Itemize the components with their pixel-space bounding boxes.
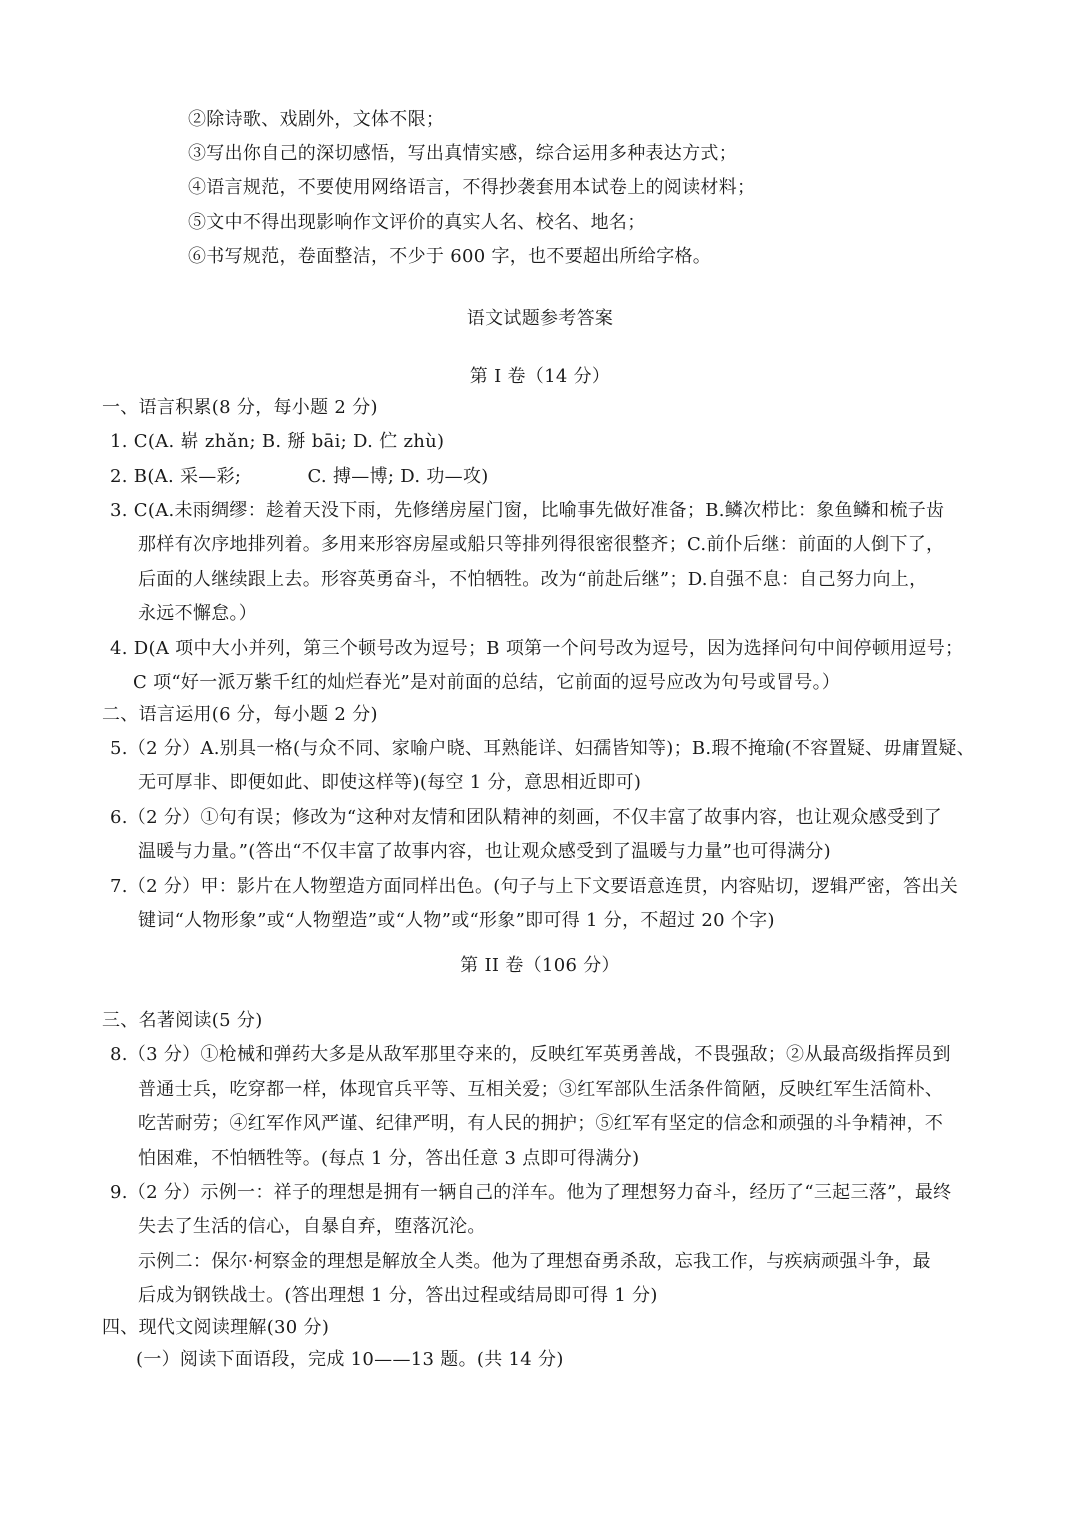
answer-q9-line3: 示例二：保尔·柯察金的理想是解放全人类。他为了理想奋勇杀敌，忘我工作，与疾病顽强斗争，最 xyxy=(138,1251,931,1272)
answer-q8-line2: 普通士兵，吃穿都一样，体现官兵平等、互相关爱；③红军部队生活条件简陋，反映红军生活简朴、 xyxy=(138,1079,944,1100)
requirement-3: ③写出你自己的深切感悟，写出真情实感，综合运用多种表达方式； xyxy=(188,143,737,164)
answer-q8-line4: 怕困难，不怕牺牲等。(每点 1 分，答出任意 3 点即可得满分) xyxy=(138,1148,640,1169)
requirement-5: ⑤文中不得出现影响作文评价的真实人名、校名、地名； xyxy=(188,212,646,233)
answer-q9-line1: 9.（2 分）示例一：祥子的理想是拥有一辆自己的洋车。他为了理想努力奋斗，经历了“三起三落”，最终 xyxy=(110,1182,952,1203)
section4-heading: 四、现代文阅读理解(30 分) xyxy=(102,1317,330,1338)
answer-q4-line2: C 项“好一派万紫千红的灿烂春光”是对前面的总结，它前面的逗号应改为句号或冒号。） xyxy=(133,672,841,693)
section2-heading: 二、语言运用(6 分，每小题 2 分) xyxy=(102,704,378,725)
part2-title: 第 II 卷（106 分） xyxy=(460,955,620,976)
answer-q3-line4: 永远不懈怠。） xyxy=(138,603,258,624)
requirement-4: ④语言规范，不要使用网络语言，不得抄袭套用本试卷上的阅读材料； xyxy=(188,177,756,198)
section4-sub1: (一）阅读下面语段，完成 10——13 题。(共 14 分) xyxy=(136,1349,564,1370)
answer-q2: 2. B(A. 采—彩; C. 搏—博; D. 功—攻) xyxy=(110,466,489,487)
section1-heading: 一、语言积累(8 分，每小题 2 分) xyxy=(102,397,378,418)
answer-q6-line2: 温暖与力量。”(答出“不仅丰富了故事内容，也让观众感受到了温暖与力量”也可得满分) xyxy=(138,841,831,862)
answer-q4-line1: 4. D(A 项中大小并列，第三个顿号改为逗号；B 项第一个问号改为逗号，因为选择问句中间停顿用逗号； xyxy=(110,638,964,659)
answer-q5-line2: 无可厚非、即便如此、即使这样等)(每空 1 分，意思相近即可) xyxy=(138,772,642,793)
answer-q3-line2: 那样有次序地排列着。多用来形容房屋或船只等排列得很密很整齐；C.前仆后继：前面的人倒下了， xyxy=(138,534,945,555)
answers-title: 语文试题参考答案 xyxy=(466,308,614,329)
section3-heading: 三、名著阅读(5 分) xyxy=(102,1010,263,1031)
answer-q8-line1: 8.（3 分）①枪械和弹药大多是从敌军那里夺来的，反映红军英勇善战，不畏强敌；②从最高级指挥员到 xyxy=(110,1044,951,1065)
answer-q3-line3: 后面的人继续跟上去。形容英勇奋斗，不怕牺牲。改为“前赴后继”；D.自强不息：自己努力向上， xyxy=(138,569,928,590)
answer-q1: 1. C(A. 崭 zhǎn; B. 掰 bāi; D. 伫 zhù) xyxy=(110,431,445,452)
answer-q6-line1: 6.（2 分）①句有误；修改为“这种对友情和团队精神的刻画，不仅丰富了故事内容，也让观众感受到了 xyxy=(110,807,942,828)
answer-q3-line1: 3. C(A.未雨绸缪：趁着天没下雨，先修缮房屋门窗，比喻事先做好准备；B.鳞次栉比：象鱼鳞和梳子齿 xyxy=(110,500,945,521)
answer-q5-line1: 5.（2 分）A.别具一格(与众不同、家喻户晓、耳熟能详、妇孺皆知等)；B.瑕不掩瑜(不容置疑、毋庸置疑、 xyxy=(110,738,975,759)
answer-q7-line1: 7.（2 分）甲：影片在人物塑造方面同样出色。(句子与上下文要语意连贯，内容贴切，逻辑严密，答出关 xyxy=(110,876,959,897)
requirement-2: ②除诗歌、戏剧外，文体不限； xyxy=(188,109,445,130)
part1-title: 第 I 卷（14 分） xyxy=(469,366,611,387)
answer-q7-line2: 键词“人物形象”或“人物塑造”或“人物”或“形象”即可得 1 分，不超过 20 个字) xyxy=(138,910,775,931)
answer-q9-line2: 失去了生活的信心，自暴自弃，堕落沉沦。 xyxy=(138,1216,486,1237)
answer-q8-line3: 吃苦耐劳；④红军作风严谨、纪律严明，有人民的拥护；⑤红军有坚定的信念和顽强的斗争精神，不 xyxy=(138,1113,944,1134)
requirement-6: ⑥书写规范，卷面整洁，不少于 600 字，也不要超出所给字格。 xyxy=(188,246,712,267)
answer-q9-line4: 后成为钢铁战士。(答出理想 1 分，答出过程或结局即可得 1 分) xyxy=(138,1285,658,1306)
